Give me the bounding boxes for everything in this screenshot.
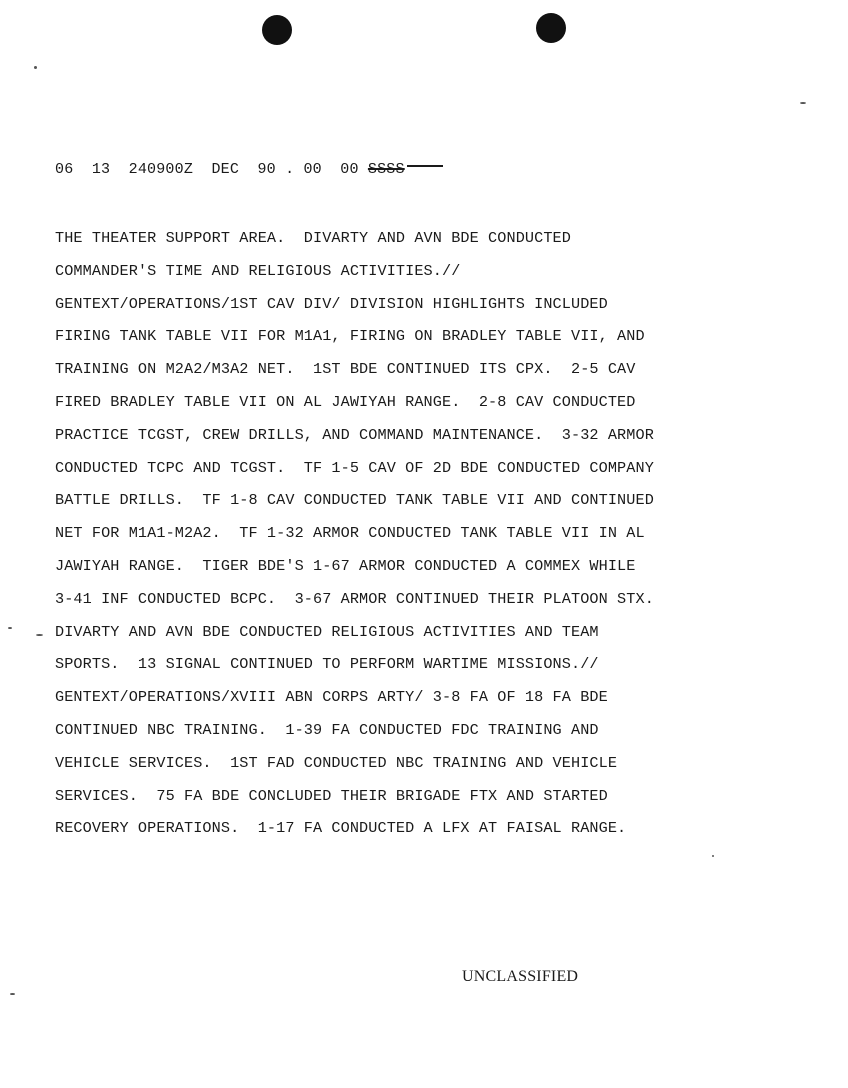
header-part: 13 [91,161,111,178]
scan-speck [8,627,12,629]
classification-marking: UNCLASSIFIED [462,968,579,985]
struck-code: SSSS [367,161,405,178]
text-line: COMMANDER'S TIME AND RELIGIOUS ACTIVITIES.// [55,261,461,280]
text-line: THE THEATER SUPPORT AREA. DIVARTY AND AVN BDE CONDUCTED [55,229,571,247]
text-line: FIRED BRADLEY TABLE VII ON AL JAWIYAH RANGE. 2-8 CAV CONDUCTED [55,392,636,411]
header-part: 240900Z [128,161,194,178]
header-part: 00 [303,161,322,178]
scan-speck [34,66,37,69]
text-line: CONTINUED NBC TRAINING. 1-39 FA CONDUCTED FDC TRAINING AND [55,720,599,739]
text-line: VEHICLE SERVICES. 1ST FAD CONDUCTED NBC TRAINING AND VEHICLE [55,753,618,772]
text-line: RECOVERY OPERATIONS. 1-17 FA CONDUCTED A LFX AT FAISAL RANGE. [55,819,627,838]
message-header: 06 13 240900Z DEC 90 . 00 00 SSSS [55,161,443,178]
text-line: SPORTS. 13 SIGNAL CONTINUED TO PERFORM WARTIME MISSIONS.// [55,655,599,674]
text-line: NET FOR M1A1-M2A2. TF 1-32 ARMOR CONDUCTED TANK TABLE VII IN AL [55,524,645,543]
punch-hole-left [262,15,292,45]
header-part: 06 [55,161,74,178]
text-line: FIRING TANK TABLE VII FOR M1A1, FIRING ON BRADLEY TABLE VII, AND [55,327,645,346]
text-line: BATTLE DRILLS. TF 1-8 CAV CONDUCTED TANK TABLE VII AND CONTINUED [55,491,654,510]
text-line: 3-41 INF CONDUCTED BCPC. 3-67 ARMOR CONTINUED THEIR PLATOON STX. [55,589,654,608]
message-body [55,226,825,849]
punch-hole-right [536,13,566,43]
header-part: 00 [340,161,359,178]
scan-speck [712,855,714,857]
text-line: SERVICES. 75 FA BDE CONCLUDED THEIR BRIGADE FTX AND STARTED [55,786,608,805]
scan-speck [800,102,806,104]
scan-speck [10,993,15,995]
text-line: GENTEXT/OPERATIONS/1ST CAV DIV/ DIVISION HIGHLIGHTS INCLUDED [55,294,608,313]
text-line: CONDUCTED TCPC AND TCGST. TF 1-5 CAV OF 2D BDE CONDUCTED COMPANY [55,458,654,477]
header-part: 90 [257,161,276,178]
text-line: JAWIYAH RANGE. TIGER BDE'S 1-67 ARMOR CONDUCTED A COMMEX WHILE [55,556,636,575]
strike-trail [407,165,443,167]
text-line: DIVARTY AND AVN BDE CONDUCTED RELIGIOUS ACTIVITIES AND TEAM [55,622,599,641]
text-line: PRACTICE TCGST, CREW DRILLS, AND COMMAND MAINTENANCE. 3-32 ARMOR [55,425,654,444]
header-part: DEC [211,161,240,178]
text-line: GENTEXT/OPERATIONS/XVIII ABN CORPS ARTY/ 3-8 FA OF 18 FA BDE [55,688,608,707]
scan-speck [36,634,43,636]
text-line: TRAINING ON M2A2/M3A2 NET. 1ST BDE CONTINUED ITS CPX. 2-5 CAV [55,360,636,379]
